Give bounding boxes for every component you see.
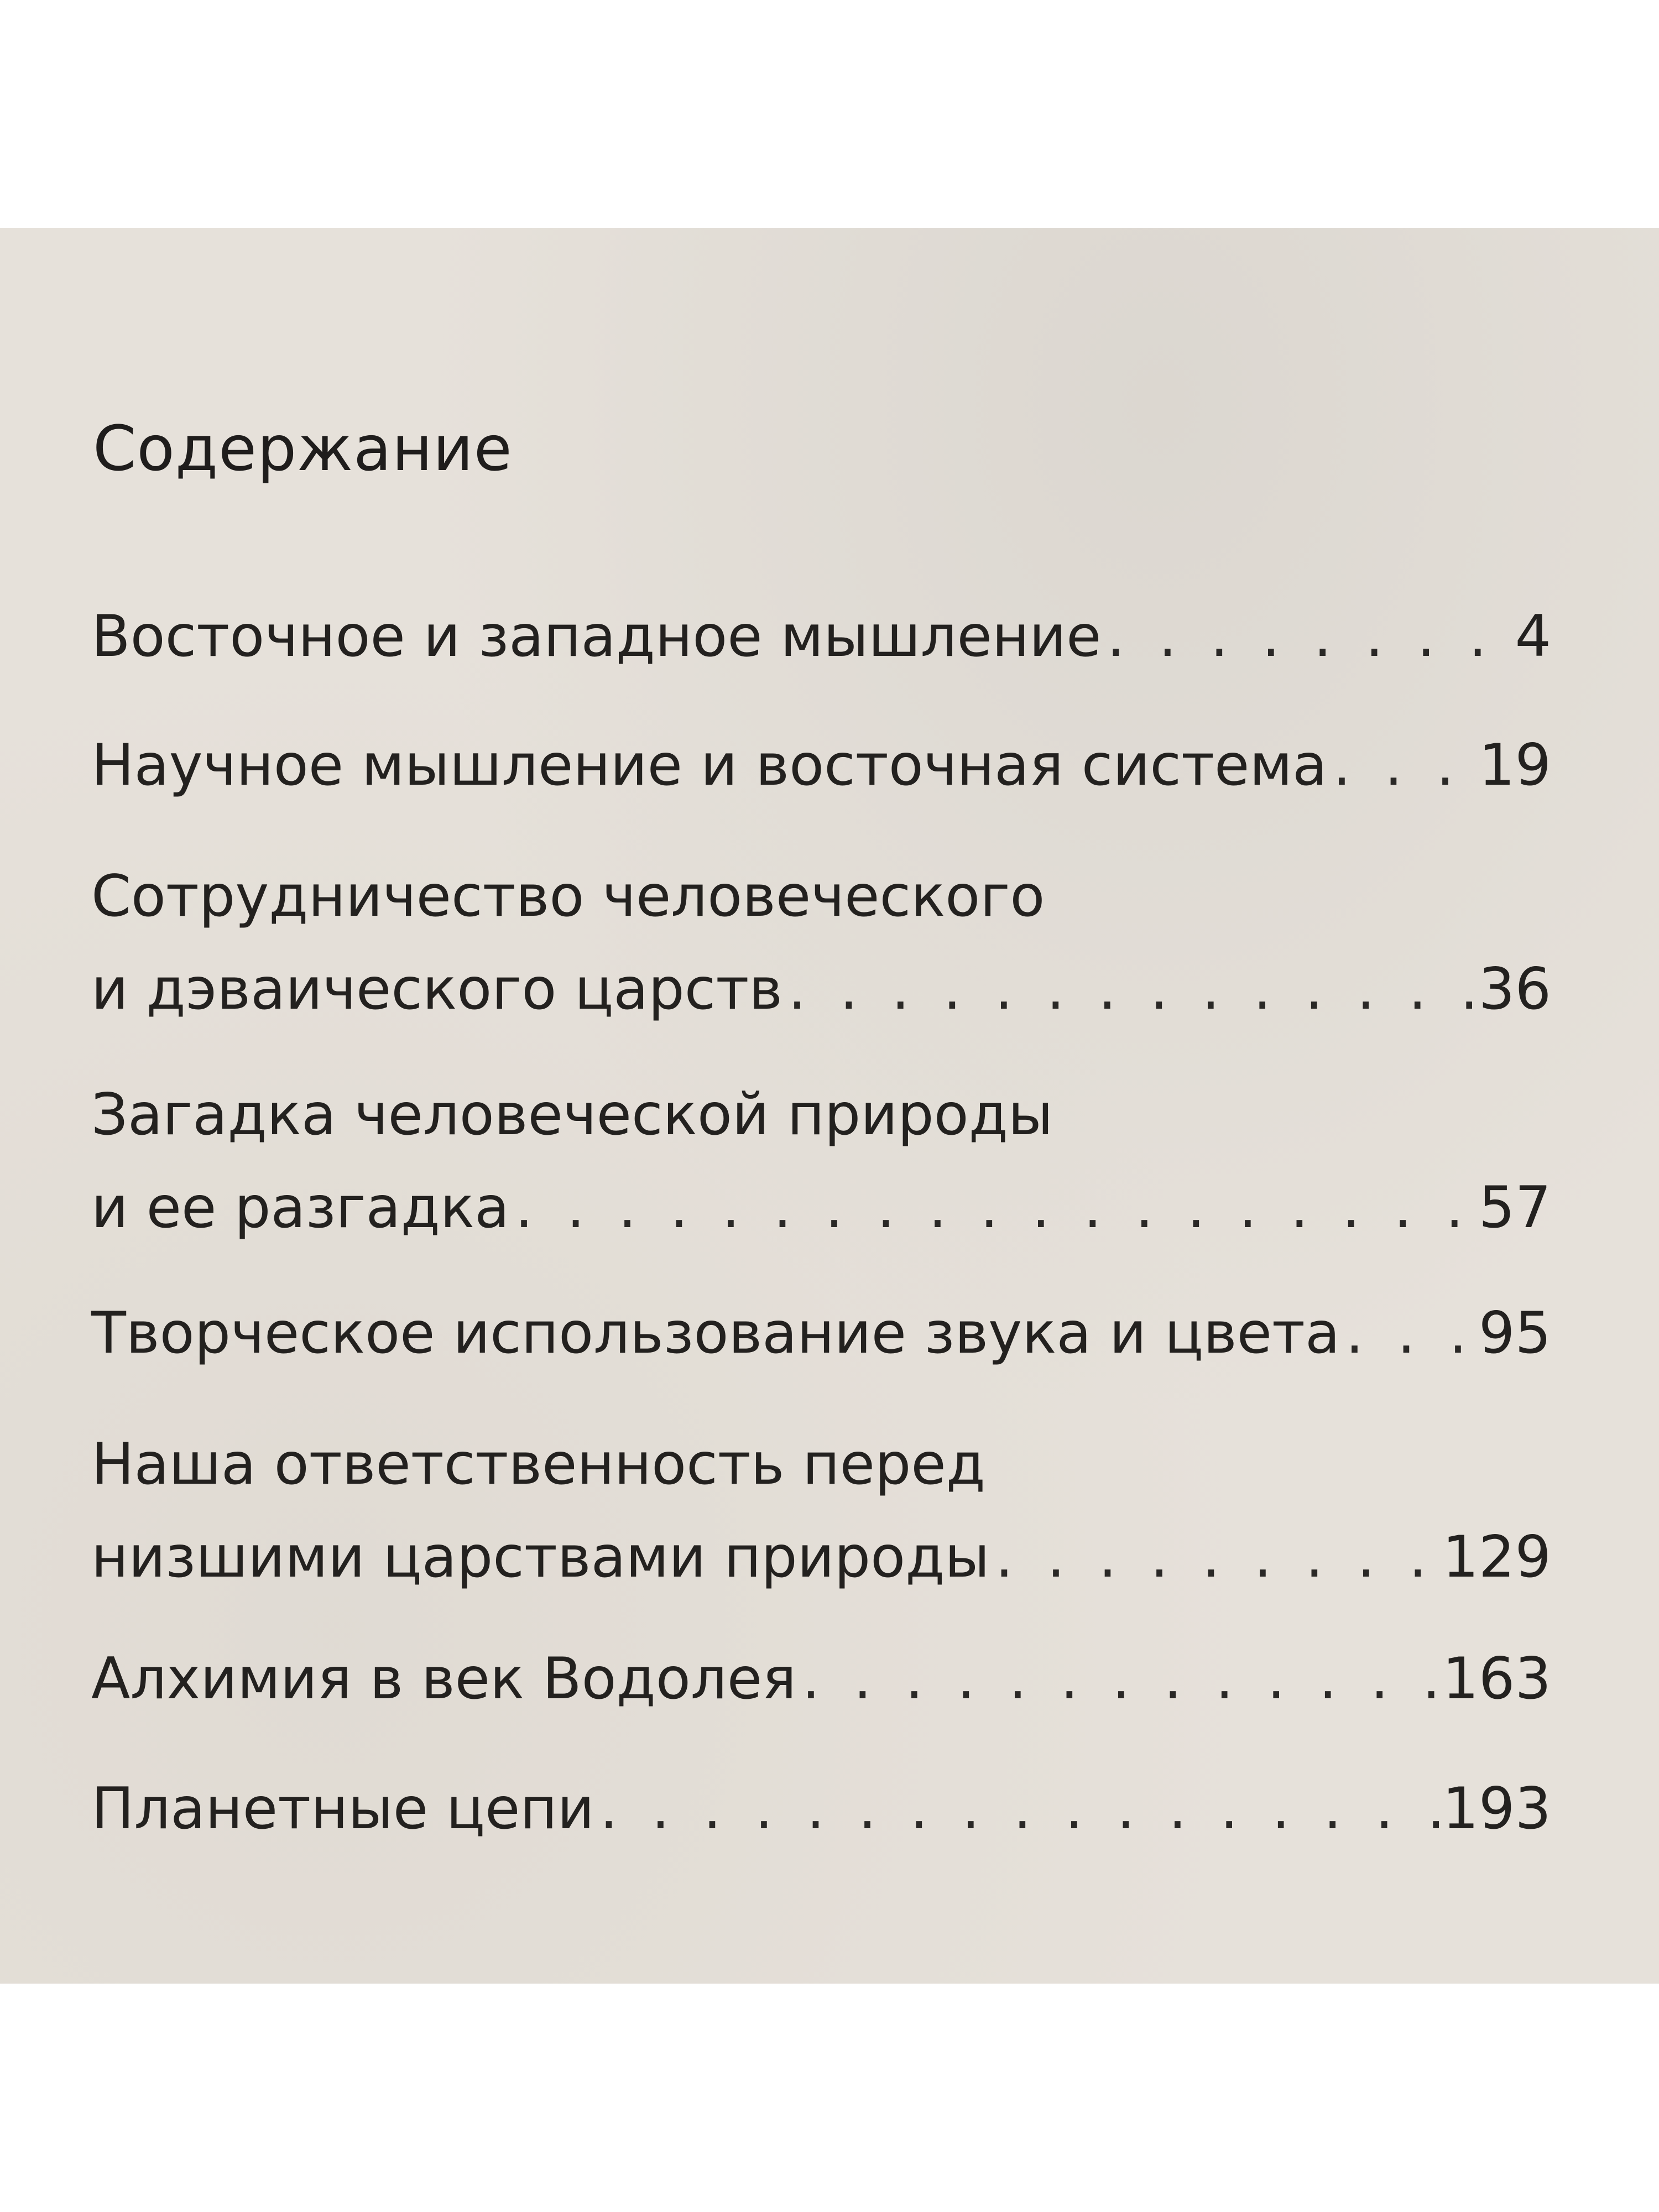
toc-entry	[91, 719, 1551, 812]
toc-entry	[91, 1418, 1551, 1604]
toc-page-number: 36	[1478, 956, 1551, 1022]
toc-dot-leader	[782, 943, 1479, 1036]
toc-entry-line	[91, 943, 1551, 1036]
toc-entry-title: Наша ответственность перед	[91, 1431, 985, 1498]
toc-entry-line	[91, 719, 1551, 812]
toc-dot-leader	[796, 1632, 1442, 1725]
toc-page-number: 57	[1478, 1175, 1551, 1241]
toc-entry-line	[91, 590, 1551, 683]
contents-heading: Содержание	[93, 413, 513, 485]
toc-entry-line	[91, 1161, 1551, 1254]
toc-entry-title: Алхимия в век Водолея	[91, 1646, 797, 1712]
toc-entry	[91, 1068, 1551, 1254]
toc-entry-title-continued: низшими царствами природы	[91, 1524, 990, 1590]
toc-page-number: 19	[1478, 732, 1551, 799]
toc-entry-title: Творческое использование звука и цвета	[91, 1300, 1340, 1366]
toc-dot-leader	[1327, 719, 1479, 812]
book-page	[0, 228, 1659, 1984]
toc-entry-title-continued: и ее разгадка	[91, 1175, 510, 1241]
toc-entry-line	[91, 1511, 1551, 1604]
toc-entry	[91, 1762, 1551, 1855]
toc-page-number: 129	[1442, 1524, 1551, 1590]
toc-entry-title: Восточное и западное мышление	[91, 603, 1102, 670]
toc-page-number: 95	[1478, 1300, 1551, 1366]
toc-entry-line	[91, 1287, 1551, 1380]
toc-entry-first-line	[91, 850, 1551, 943]
toc-entry-line	[91, 1632, 1551, 1725]
toc-entry	[91, 850, 1551, 1036]
toc-page-number: 193	[1442, 1776, 1551, 1842]
toc-entry-title: Загадка человеческой природы	[91, 1082, 1053, 1148]
toc-entry-line	[91, 1762, 1551, 1855]
toc-page-number: 4	[1515, 603, 1551, 670]
toc-dot-leader	[1340, 1287, 1479, 1380]
toc-entry-title: Научное мышление и восточная система	[91, 732, 1328, 799]
toc-dot-leader	[509, 1161, 1479, 1254]
toc-entry-title: Планетные цепи	[91, 1776, 594, 1842]
toc-entry	[91, 1632, 1551, 1725]
toc-page-number: 163	[1442, 1646, 1551, 1712]
toc-entry-first-line	[91, 1418, 1551, 1511]
toc-entry-title: Сотрудничество человеческого	[91, 863, 1045, 930]
toc-dot-leader	[1102, 590, 1515, 683]
toc-entry	[91, 1287, 1551, 1380]
toc-dot-leader	[594, 1762, 1443, 1855]
toc-entry-title-continued: и дэваического царств	[91, 956, 783, 1022]
toc-dot-leader	[990, 1511, 1443, 1604]
toc-entry	[91, 590, 1551, 683]
toc-entry-first-line	[91, 1068, 1551, 1161]
